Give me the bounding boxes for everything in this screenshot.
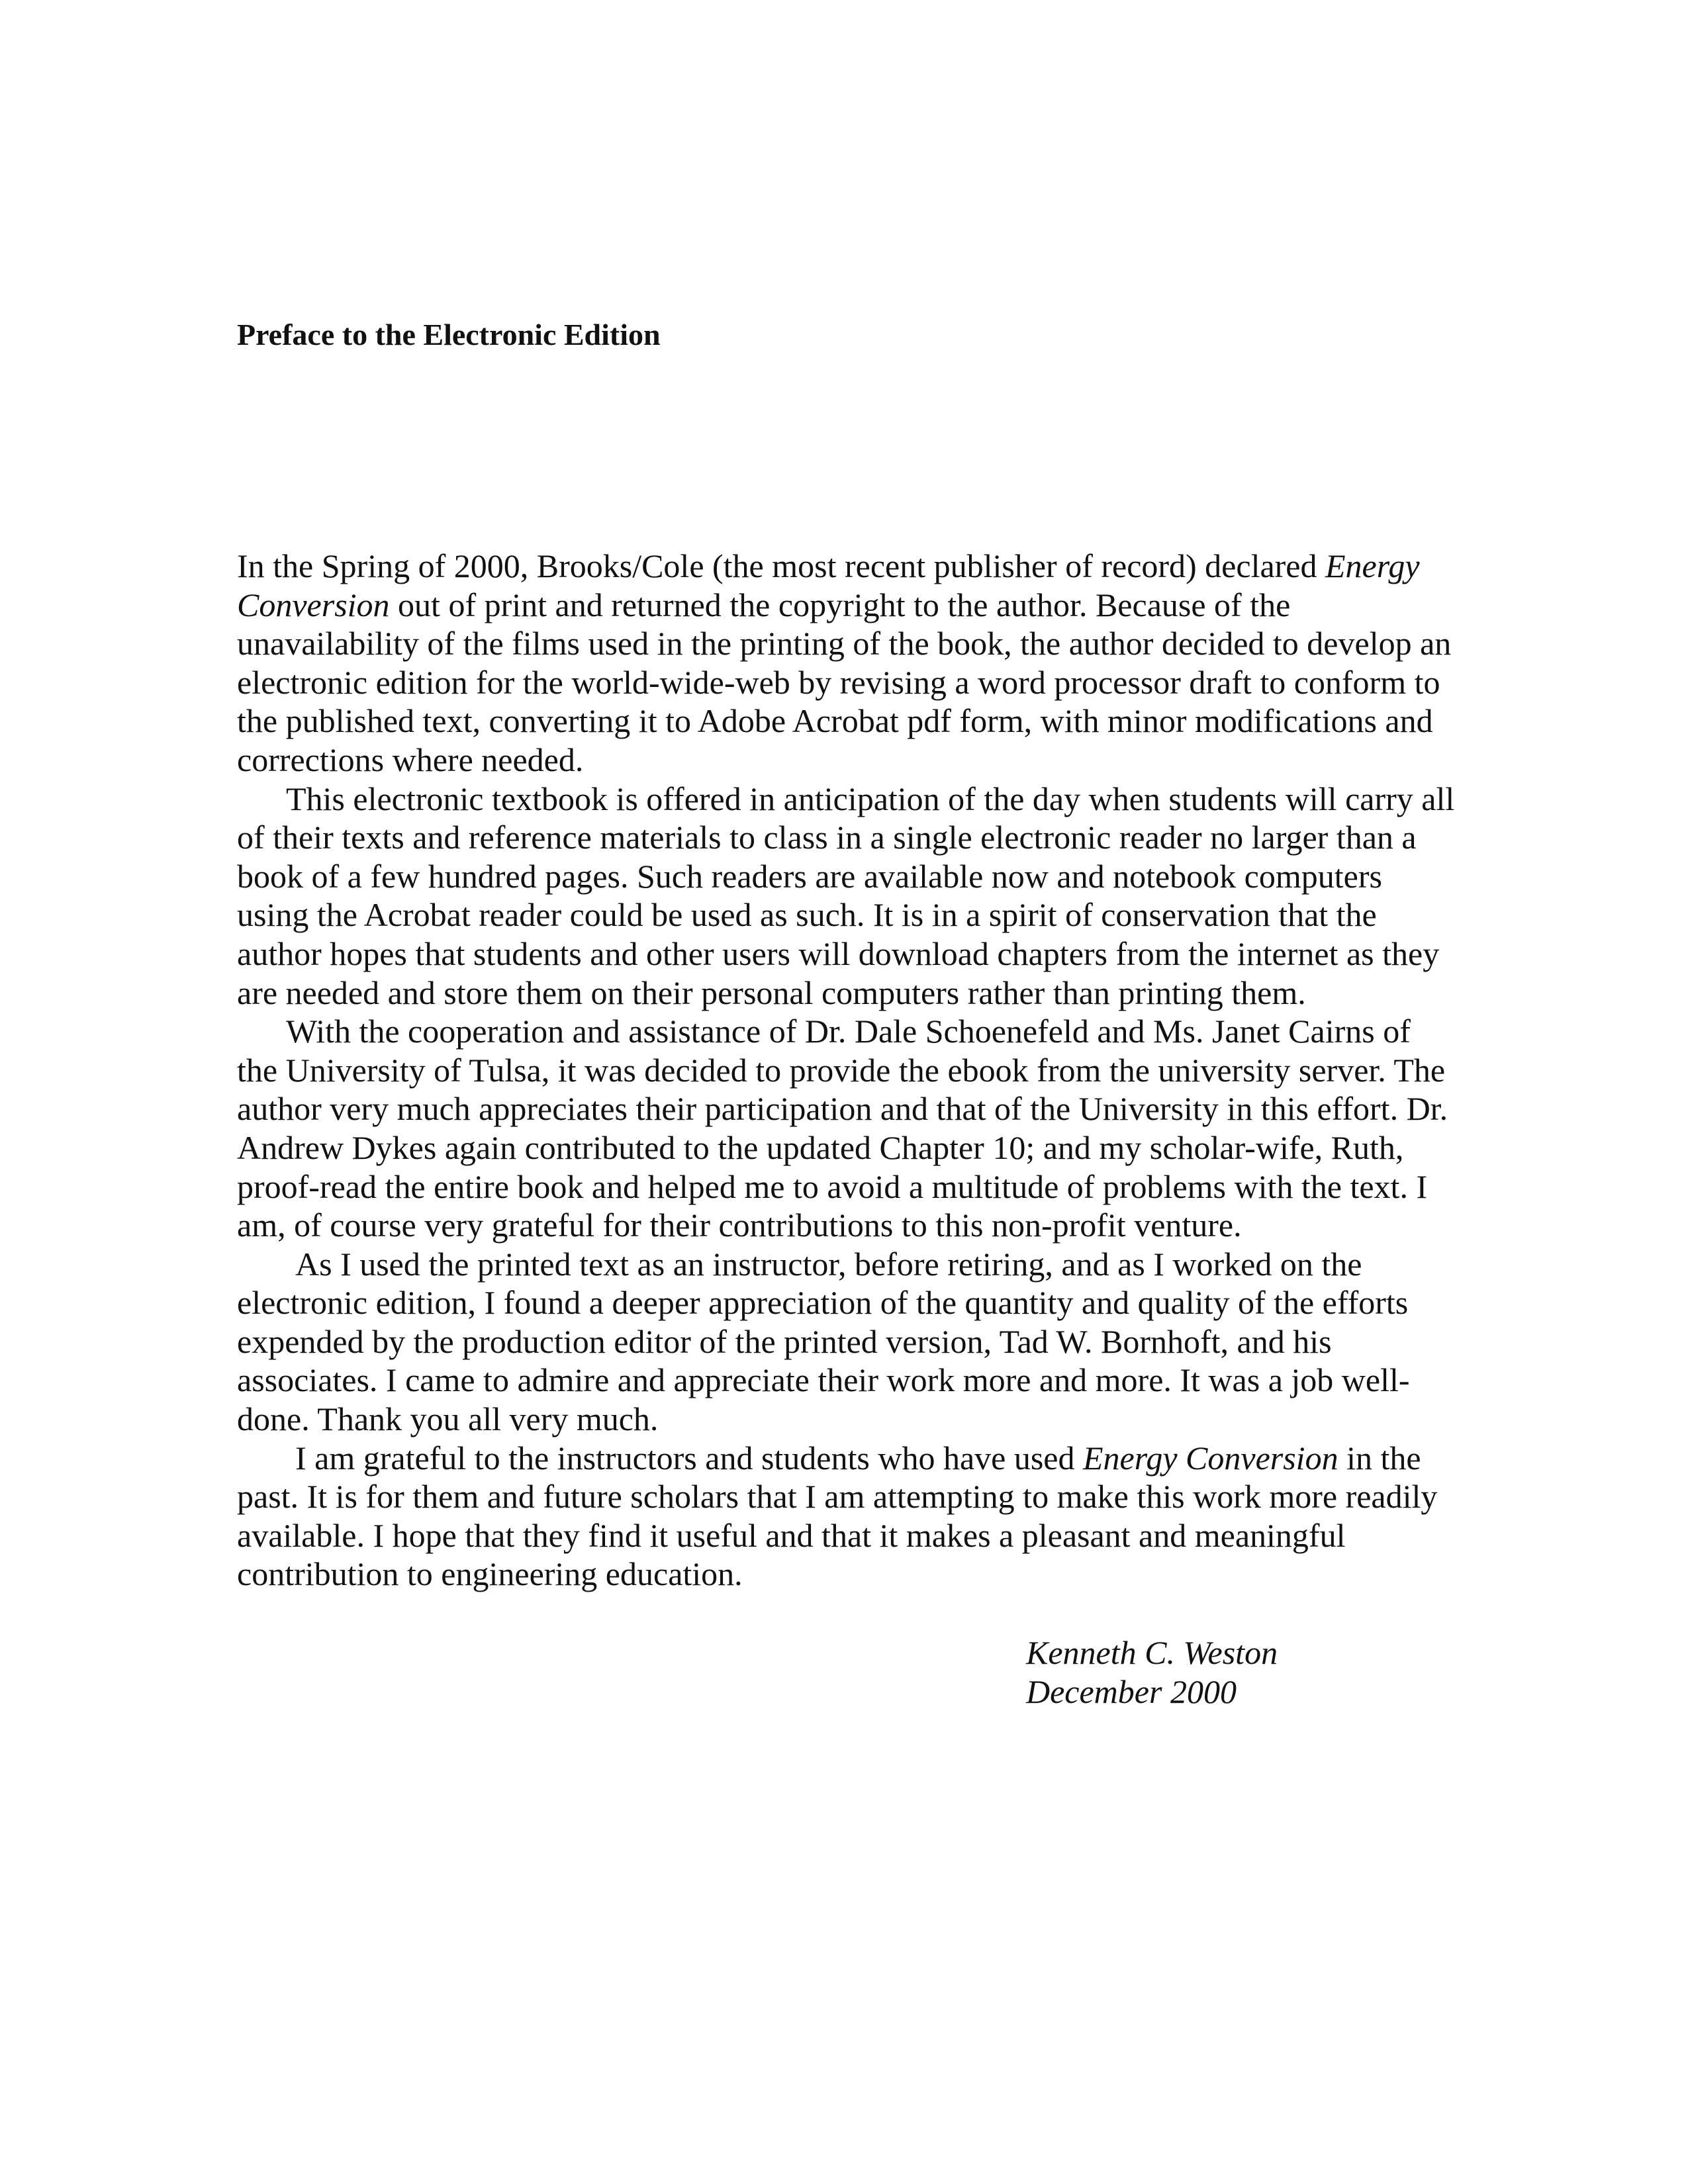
text-line: past. It is for them and future scholars that I am attempting to make this work more readily xyxy=(237,1478,1438,1516)
text-line: the University of Tulsa, it was decided to provide the ebook from the university server. The xyxy=(237,1051,1446,1089)
text-line: Andrew Dykes again contributed to the updated Chapter 10; and my scholar-wife, Ruth, xyxy=(237,1128,1404,1166)
signature-date: December 2000 xyxy=(1026,1672,1237,1710)
text-line: associates. I came to admire and appreciate their work more and more. It was a job well- xyxy=(237,1361,1410,1399)
page-title: Preface to the Electronic Edition xyxy=(237,318,661,351)
text-line: done. Thank you all very much. xyxy=(237,1400,659,1438)
text-line: book of a few hundred pages. Such readers are available now and notebook computers xyxy=(237,857,1382,895)
paragraph-5 xyxy=(237,1439,1468,1594)
text-line: electronic edition for the world-wide-web by revising a word processor draft to conform to xyxy=(237,663,1440,701)
paragraph-2 xyxy=(237,780,1468,1013)
text-line: As I used the printed text as an instructor, before retiring, and as I worked on the xyxy=(295,1245,1362,1283)
text-line: I am grateful to the instructors and students who have used Energy Conversion in the xyxy=(295,1439,1421,1477)
preface-body xyxy=(237,547,1468,1594)
paragraph-1 xyxy=(237,547,1468,780)
text-line: of their texts and reference materials to class in a single electronic reader no larger than a xyxy=(237,819,1417,856)
text-line: electronic edition, I found a deeper appreciation of the quantity and quality of the efforts xyxy=(237,1284,1409,1322)
text-line: author hopes that students and other users will download chapters from the internet as they xyxy=(237,934,1440,972)
text-line: proof-read the entire book and helped me to avoid a multitude of problems with the text. I xyxy=(237,1167,1428,1205)
text-line: Conversion out of print and returned the copyright to the author. Because of the xyxy=(237,586,1291,623)
paragraph-3 xyxy=(237,1012,1468,1245)
text-line: In the Spring of 2000, Brooks/Cole (the most recent publisher of record) declared Energy xyxy=(237,547,1420,584)
text-line: are needed and store them on their personal computers rather than printing them. xyxy=(237,974,1306,1011)
text-line: corrections where needed. xyxy=(237,741,584,778)
text-line: author very much appreciates their participation and that of the University in this effort. Dr. xyxy=(237,1090,1448,1128)
text-line: With the cooperation and assistance of Dr. Dale Schoenefeld and Ms. Janet Cairns of xyxy=(286,1013,1411,1050)
text-line: available. I hope that they find it useful and that it makes a pleasant and meaningful xyxy=(237,1516,1346,1554)
signature-block xyxy=(1026,1633,1278,1711)
author-name: Kenneth C. Weston xyxy=(1026,1634,1278,1671)
text-line: the published text, converting it to Adobe Acrobat pdf form, with minor modifications and xyxy=(237,702,1433,740)
text-line: This electronic textbook is offered in anticipation of the day when students will carry all xyxy=(286,780,1455,817)
text-line: am, of course very grateful for their contributions to this non-profit venture. xyxy=(237,1206,1242,1244)
text-line: contribution to engineering education. xyxy=(237,1555,743,1593)
paragraph-4 xyxy=(237,1245,1468,1439)
text-line: expended by the production editor of the printed version, Tad W. Bornhoft, and his xyxy=(237,1322,1332,1360)
text-line: using the Acrobat reader could be used as such. It is in a spirit of conservation that the xyxy=(237,896,1377,934)
text-line: unavailability of the films used in the printing of the book, the author decided to develop an xyxy=(237,625,1452,662)
